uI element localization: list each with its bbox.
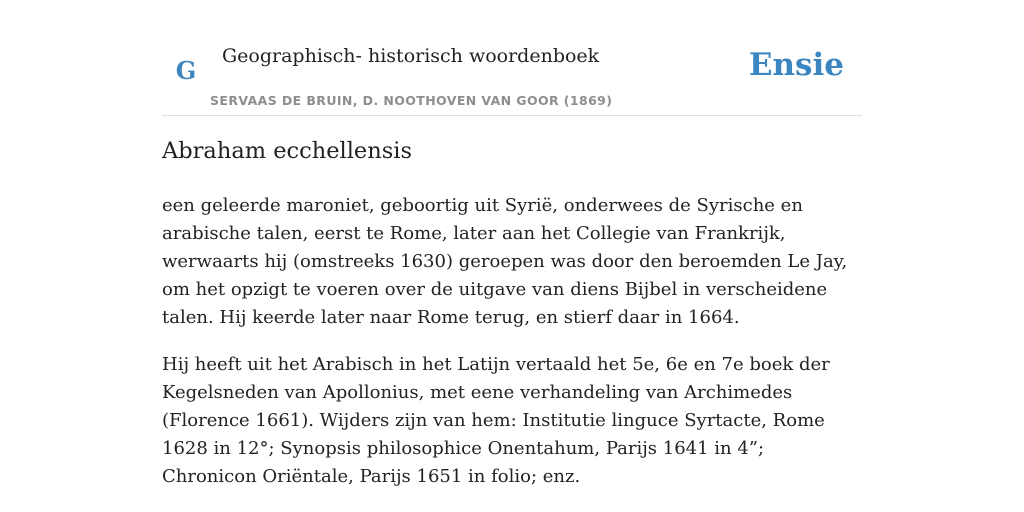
book-header [162,0,862,116]
book-title-link[interactable]: Geographisch- historisch woordenboek [222,45,600,67]
entry-title: Abraham ecchellensis [162,138,413,164]
entry-paragraph: Hij heeft uit het Arabisch in het Latijn vertaald het 5e, 6e en 7e boek der Kegelsneden van Apollonius, met eene verhandeling van Archimedes (Florence 1661). Wijders zijn van hem: Institutie linguce Syrtacte, Rome 1628 in 12°; Synopsis philosophice Onentahum, Parijs 1641 in 4”; Chronicon Oriëntale, Parijs 1651 in folio; enz. [162,354,830,487]
ensie-logo-link[interactable]: Ensie [748,47,844,83]
entry-card [162,0,862,512]
entry-body [162,192,862,510]
entry-paragraph: een geleerde maroniet, geboortig uit Syrië, onderwees de Syrische en arabische talen, eerst te Rome, later aan het Collegie van Frankrijk, werwaarts hij (omstreeks 1630) geroepen was door den beroemden Le Jay, om het opzigt te voeren over de uitgave van diens Bijbel in verscheidene talen. Hij keerde later naar Rome terug, en stierf daar in 1664. [162,195,848,328]
book-letter-icon[interactable]: G [175,55,197,85]
book-author: SERVAAS DE BRUIN, D. NOOTHOVEN VAN GOOR (1869) [210,93,613,108]
